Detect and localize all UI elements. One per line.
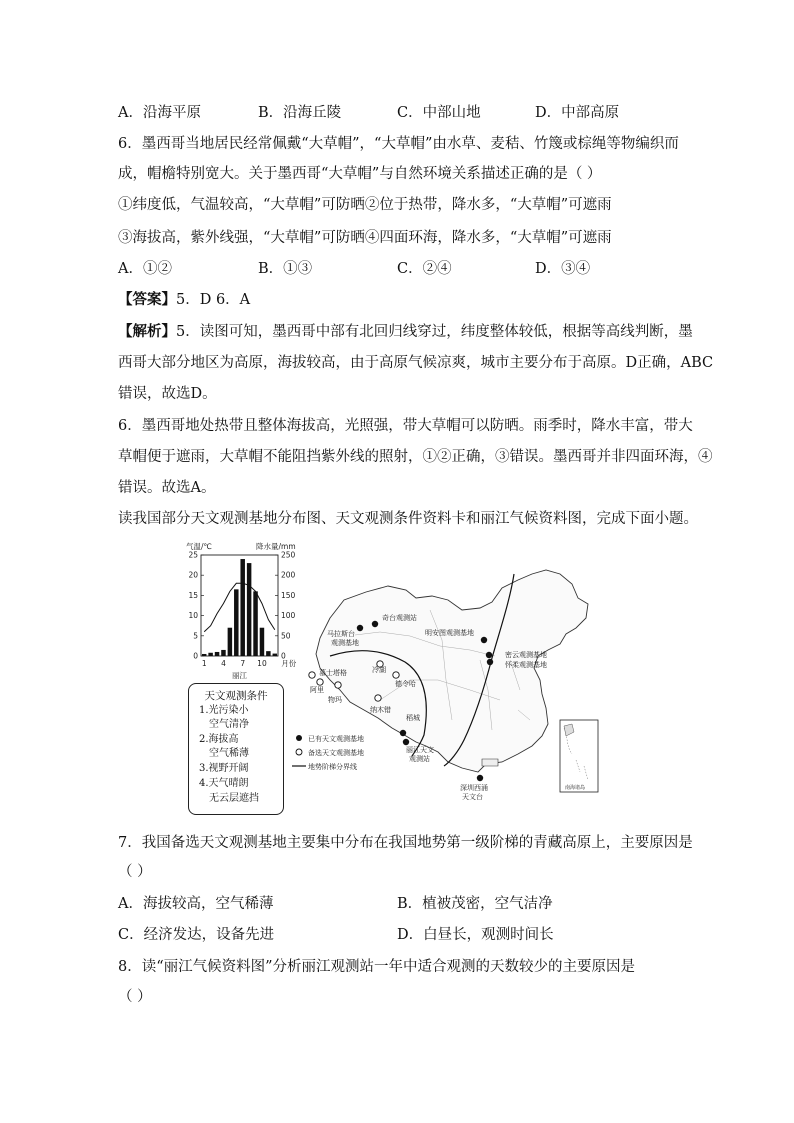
analysis-label: 【解析】 (118, 323, 176, 340)
station-candidate-marker (317, 679, 323, 685)
month-tick-label: 1 (201, 659, 207, 668)
card-item: 4.天气晴朗 (199, 778, 249, 789)
q6-statement-1: ①纬度低，气温较高，“大草帽”可防晒②位于热带，降水多，“大草帽”可遮雨 (118, 197, 612, 213)
month-tick-label: 4 (221, 659, 226, 668)
analysis-line3: 错误，故选D。 (118, 386, 217, 402)
hainan-island (482, 759, 498, 766)
legend-existing: 已有天文观测基地 (308, 735, 364, 743)
legend-candidate: 备选天文观测基地 (308, 749, 364, 757)
precip-bar (260, 628, 264, 656)
analysis-line2: 西哥大部分地区为高原，海拔较高，由于高原气候凉爽，城市主要分布于高原。D正确，ABC (118, 355, 714, 371)
q7-option-a: A．海拔较高，空气稀薄 (118, 896, 274, 912)
observation-conditions-card (188, 683, 284, 815)
q5-option-a: A．沿海平原 (118, 105, 201, 121)
label-lijiang: 丽江天文 (406, 746, 434, 754)
precip-bar (234, 589, 238, 656)
temp-ticks (188, 551, 204, 661)
q8-stem-line1: 8．读“丽江气候资料图”分析丽江观测站一年中适合观测的天数较少的主要原因是 (118, 959, 636, 975)
answer-line (118, 290, 250, 310)
analysis-text-1: 5．读图可知，墨西哥中部有北回归线穿过，纬度整体较低，根据等高线判断，墨 (176, 324, 693, 340)
label-ali: 阿里 (310, 686, 324, 694)
q6-option-a: A．①② (118, 261, 172, 277)
analysis-line6: 错误。故选A。 (118, 480, 216, 496)
legend-boundary: 地势阶梯分界线 (308, 763, 357, 771)
figure-intro: 读我国部分天文观测基地分布图、天文观测条件资料卡和丽江气候资料图，完成下面小题。 (118, 511, 698, 527)
month-tick-label: 10 (257, 659, 267, 668)
q5-option-b: B．沿海丘陵 (258, 105, 342, 121)
label-miyun: 密云观测基地 (505, 651, 547, 659)
temp-tick-label: 5 (193, 631, 198, 641)
analysis-line4: 6．墨西哥地处热带且整体海拔高，光照强，带大草帽可以防晒。雨季时，降水丰富，带大 (118, 418, 693, 434)
precip-bar (228, 628, 232, 656)
station-candidate-marker (309, 672, 315, 678)
analysis-line5: 草帽便于遮雨，大草帽不能阻挡紫外线的照射，①②正确，③错误。墨西哥并非四面环海，④ (118, 449, 713, 465)
precip-axis-label: 降水量/mm (256, 542, 296, 551)
precip-bar (202, 654, 206, 656)
station-existing-marker (481, 637, 487, 643)
temp-tick-label: 25 (188, 550, 198, 560)
legend-existing-marker (296, 735, 302, 741)
card-title: 天文观测条件 (204, 690, 268, 702)
station-existing-marker (403, 739, 409, 745)
precip-bar (208, 653, 212, 656)
climate-plot-frame (201, 555, 278, 656)
label-qitai: 奇台观测站 (382, 614, 417, 622)
temp-tick-label: 10 (188, 611, 198, 621)
label-daocheng: 稻城 (406, 714, 420, 722)
temp-tick-label: 20 (188, 570, 198, 580)
station-existing-marker (357, 625, 363, 631)
precip-bar (266, 651, 270, 656)
china-map (292, 570, 598, 801)
temp-axis-label: 气温/℃ (186, 542, 212, 551)
precip-tick-label: 200 (281, 570, 296, 580)
precip-bar (253, 591, 257, 656)
q6-stem-line2: 成，帽檐特别宽大。关于墨西哥“大草帽”与自然环境关系描述正确的是（ ） (118, 166, 602, 182)
label-lenghu: 冷湖 (372, 666, 386, 674)
precip-tick-label: 50 (281, 631, 291, 641)
climate-chart (186, 541, 297, 680)
climate-place-label: 丽江 (232, 671, 247, 680)
inset-label: 南海诸岛 (565, 785, 586, 791)
station-existing-marker (487, 659, 493, 665)
station-candidate-marker (335, 682, 341, 688)
label-huairou: 怀柔观测基地 (505, 661, 547, 669)
station-existing-marker (372, 621, 378, 627)
temperature-curve (204, 583, 275, 631)
precip-tick-label: 150 (281, 590, 296, 600)
label-shenzhen-2: 天文台 (462, 793, 483, 801)
card-item: 2.海拔高 (199, 734, 239, 745)
station-candidate-marker (393, 672, 399, 678)
temp-tick-label: 15 (188, 590, 198, 600)
q7-option-d: D．白昼长，观测时间长 (397, 927, 554, 943)
temp-tick-label: 0 (193, 651, 198, 661)
month-ticks (202, 658, 297, 668)
card-item: 无云层遮挡 (209, 793, 259, 804)
q6-option-d: D．③④ (535, 261, 591, 277)
precip-bar (240, 559, 244, 656)
label-muztagh: 慕士塔格 (319, 669, 347, 677)
q6-option-b: B．①③ (258, 261, 313, 277)
answer-label: 【答案】 (118, 291, 176, 308)
month-tick-label: 月份 (281, 659, 297, 668)
precip-tick-label: 0 (281, 651, 286, 661)
q6-option-c: C．②④ (397, 261, 452, 277)
q5-option-c: C．中部山地 (397, 105, 481, 121)
card-item: 3.视野开阔 (199, 763, 249, 774)
precip-bar (221, 650, 225, 656)
precip-bar (273, 654, 277, 656)
label-malasitai-2: 观测基地 (331, 639, 359, 647)
q7-option-b: B．植被茂密，空气洁净 (397, 896, 553, 912)
label-namtso: 纳木错 (370, 706, 391, 714)
month-tick-label: 7 (240, 659, 246, 668)
analysis-line1 (118, 322, 693, 342)
label-shenzhen: 深圳西涌 (460, 784, 488, 792)
label-delingha: 德令哈 (395, 680, 416, 688)
q5-option-d: D．中部高原 (535, 105, 620, 121)
label-lijiang-2: 观测站 (409, 755, 430, 763)
q6-statement-2: ③海拔高，紫外线强，“大草帽”可防晒④四面环海，降水多，“大草帽”可遮雨 (118, 230, 612, 246)
station-existing-marker (400, 730, 406, 736)
precip-tick-label: 250 (281, 550, 296, 560)
label-mingantu: 明安图观测基地 (425, 629, 474, 637)
q7-stem-line1: 7．我国备选天文观测基地主要集中分布在我国地势第一级阶梯的青藏高原上，主要原因是 (118, 835, 693, 851)
q8-stem-line2: （ ） (118, 989, 152, 1005)
precip-bars (202, 559, 277, 656)
station-existing-marker (477, 775, 483, 781)
precip-tick-label: 100 (281, 611, 296, 621)
q6-stem-line1: 6．墨西哥当地居民经常佩戴“大草帽”，“大草帽”由水草、麦秸、竹篾或棕绳等物编织而 (118, 136, 679, 152)
legend-candidate-marker (296, 749, 302, 755)
label-wuma: 物玛 (328, 696, 342, 704)
card-item: 1.光污染小 (199, 705, 249, 716)
precip-bar (247, 563, 251, 656)
q7-stem-line2: （ ） (118, 864, 152, 880)
station-existing-marker (486, 652, 492, 658)
precip-bar (215, 652, 219, 656)
card-item: 空气稀薄 (209, 748, 249, 759)
label-malasitai: 马拉斯台 (327, 630, 355, 638)
answer-text: 5．D 6．A (176, 292, 251, 308)
card-item: 空气清净 (209, 719, 249, 730)
q7-option-c: C．经济发达，设备先进 (118, 927, 275, 943)
station-candidate-marker (375, 695, 381, 701)
